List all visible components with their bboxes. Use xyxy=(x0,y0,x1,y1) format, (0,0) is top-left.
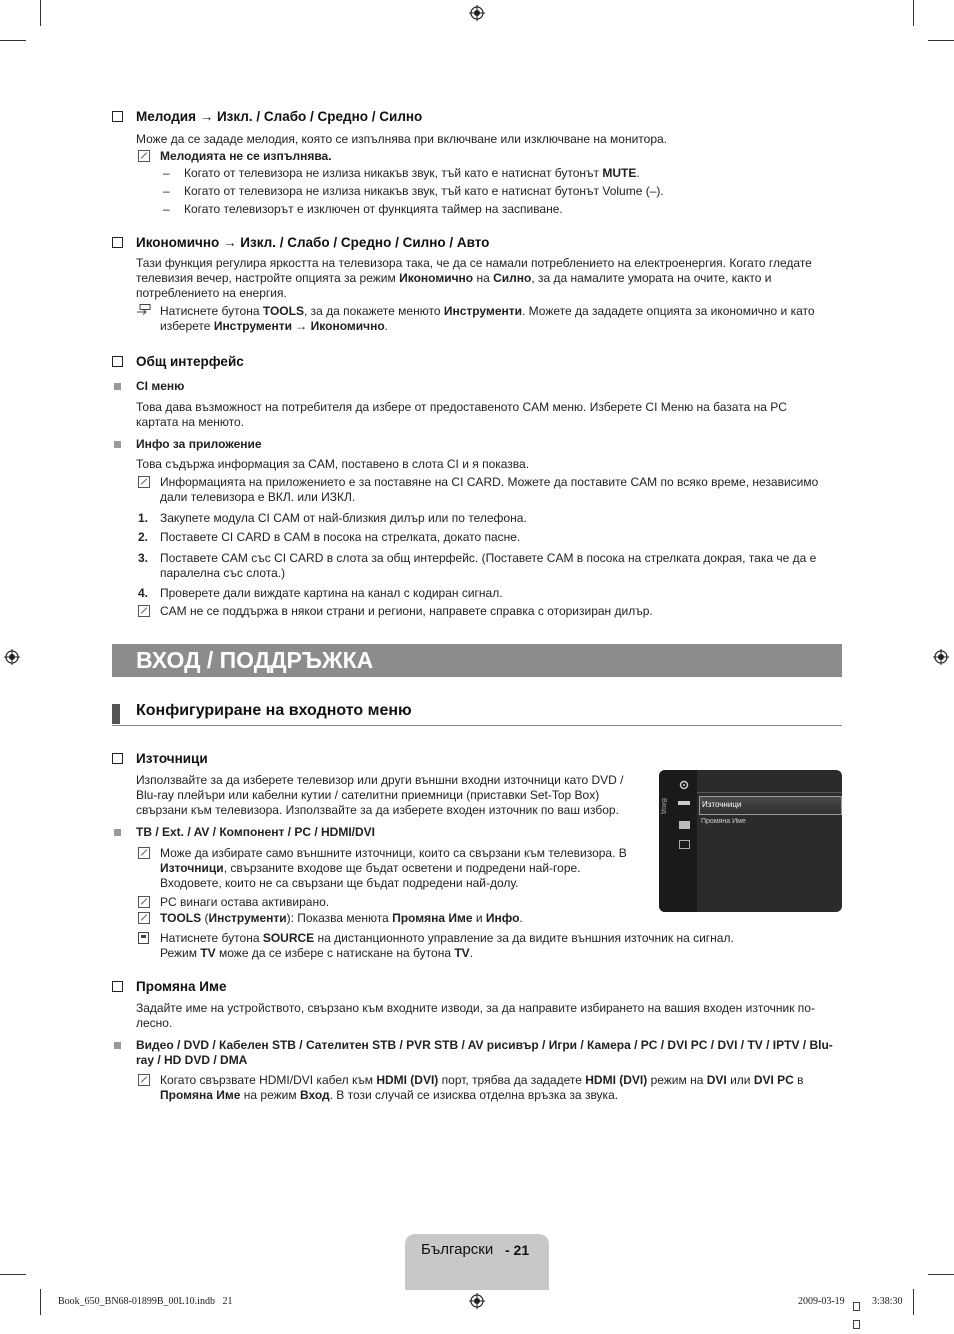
ci-note-2: CAM не се поддържа в някои страни и региони, направете справка с оторизиран дилър. xyxy=(160,604,653,618)
subsection-marker xyxy=(112,704,120,724)
app-info-desc: Това съдържа информация за CAM, поставено в слота CI и я показва. xyxy=(136,457,530,471)
ci-menu-title: CI меню xyxy=(136,379,185,393)
crop-mark xyxy=(928,1274,954,1275)
osd-screen xyxy=(659,770,842,912)
note-icon xyxy=(138,150,150,162)
eco-tools-note: Натиснете бутона TOOLS, за да покажете менюто Инструменти. Можете да зададете опцията за икономично и като изберете Инструменти → Икономично. xyxy=(160,304,815,333)
chapter-banner xyxy=(112,644,842,677)
folder-icon xyxy=(679,820,690,829)
eco-heading: Икономично → Изкл. / Слабо / Средно / Силно / Авто xyxy=(136,235,490,250)
registration-mark-icon xyxy=(4,649,20,665)
sources-note-4: Натиснете бутона SOURCE на дистанционното управление за да видите външния източник на сигнал. Режим TV може да се избере с натискане на бутона TV. xyxy=(160,931,734,960)
step-text: Проверете дали виждате картина на канал с кодиран сигнал. xyxy=(160,586,503,600)
checkbox-bullet-icon xyxy=(112,237,123,248)
step-number: 2. xyxy=(138,530,149,544)
registration-mark-icon xyxy=(933,649,949,665)
dash-bullet: – xyxy=(163,184,170,198)
step-text: Поставете CI CARD в CAM в посока на стрелката, докато пасне. xyxy=(160,530,521,544)
crop-mark xyxy=(40,0,41,26)
melody-heading: Мелодия → Изкл. / Слабо / Средно / Силно xyxy=(136,109,423,124)
step-number: 4. xyxy=(138,586,149,600)
osd-item-sources[interactable] xyxy=(699,796,842,815)
input-icon xyxy=(678,799,690,807)
registration-mark-icon xyxy=(469,5,485,21)
step-number: 3. xyxy=(138,551,149,565)
footer-date: 2009-03-19 xyxy=(798,1296,845,1307)
ci-menu-desc: Това дава възможност на потребителя да избере от предоставеното CAM меню. Изберете CI Меню на базата на PC картата на менюто. xyxy=(136,400,787,429)
note-icon xyxy=(138,605,150,617)
melody-desc: Може да се зададе мелодия, която се изпълнява при включване или изключване на монитора. xyxy=(136,132,668,146)
crop-mark xyxy=(0,40,26,41)
rename-desc: Задайте име на устройството, свързано към входните изводи, за да направите избирането на вашия входен източник по-лесно. xyxy=(136,1001,815,1030)
melody-dash-1: Когато от телевизора не излиза никакъв звук, тъй като е натиснат бутонът MUTE. xyxy=(184,166,640,180)
square-bullet-icon xyxy=(114,1042,121,1049)
checkbox-bullet-icon xyxy=(112,981,123,992)
crop-mark xyxy=(913,0,914,26)
dash-bullet: – xyxy=(163,202,170,216)
rename-heading: Промяна Име xyxy=(136,979,227,994)
footer-file: Book_650_BN68-01899B_00L10.indb 21 xyxy=(58,1296,233,1307)
registration-mark-icon xyxy=(469,1293,485,1309)
remote-icon xyxy=(138,932,149,944)
subsection-title: Конфигуриране на входното меню xyxy=(136,702,412,719)
crop-mark xyxy=(0,1274,26,1275)
eco-desc: Тази функция регулира яркостта на телевизора така, че да се намали потреблението на електроенергия. Когато гледате телевизия вечер, настройте опцията за режим Икономично на Силно, за да намалите умората на очите, както и потреблението на енергия. xyxy=(136,256,812,300)
page-tab xyxy=(405,1234,549,1290)
sources-list: TB / Ext. / AV / Компонент / PC / HDMI/DVI xyxy=(136,825,376,839)
crop-mark xyxy=(40,1289,41,1315)
osd-side-label: Вход xyxy=(660,798,667,814)
osd-sidebar xyxy=(659,770,697,912)
crop-mark xyxy=(913,1289,914,1315)
sources-desc: Използвайте за да изберете телевизор или други външни входни източници като DVD / Blu-ray плейъри или кабелни кутии / сателитни приемници (приставки Set-Top Box) свързани към телевизора. Използвайте за да изберете входен източник по ваш избор. xyxy=(136,773,624,817)
footer-time: 3:38:30 xyxy=(872,1296,903,1307)
footer-language: Български xyxy=(421,1241,494,1258)
gear-icon xyxy=(679,780,689,790)
footer-glyph xyxy=(853,1298,867,1306)
step-number: 1. xyxy=(138,511,149,525)
note-icon xyxy=(138,476,150,488)
note-icon xyxy=(138,1074,150,1086)
melody-dash-2: Когато от телевизора не излиза никакъв звук, тъй като е натиснат бутонът Volume (–). xyxy=(184,184,664,198)
note-icon xyxy=(138,847,150,859)
osd-item-sources-label: Източници xyxy=(702,800,742,809)
dash-bullet: – xyxy=(163,166,170,180)
step-text: Закупете модула CI CAM от най-близкия дилър или по телефона. xyxy=(160,511,527,525)
square-bullet-icon xyxy=(114,829,121,836)
melody-dash-3: Когато телевизорът е изключен от функцията таймер на заспиване. xyxy=(184,202,563,216)
tools-icon xyxy=(137,304,151,316)
sources-note-2: PC винаги остава активирано. xyxy=(160,895,330,909)
subsection-rule xyxy=(112,725,842,726)
melody-note-title: Мелодията не се изпълнява. xyxy=(160,149,332,163)
sources-note-3: TOOLS (Инструменти): Показва менюта Промяна Име и Инфо. xyxy=(160,911,523,925)
note-icon xyxy=(138,912,150,924)
app-info-title: Инфо за приложение xyxy=(136,437,262,451)
checkbox-bullet-icon xyxy=(112,111,123,122)
osd-top-line xyxy=(697,792,842,793)
checkbox-bullet-icon xyxy=(112,356,123,367)
rename-note: Когато свързвате HDMI/DVI кабел към HDMI (DVI) порт, трябва да зададете HDMI (DVI) режим на DVI или DVI PC в Промяна Име на режим Вход. В този случай се изисква отделна връзка за звука. xyxy=(160,1073,804,1102)
step-text: Поставете CAM със CI CARD в слота за общ интерфейс. (Поставете CAM в посока на стрелката докрая, така че да е паралелна със слота.) xyxy=(160,551,817,580)
ci-heading: Общ интерфейс xyxy=(136,354,244,369)
sources-heading: Източници xyxy=(136,751,208,766)
support-icon xyxy=(679,840,690,849)
crop-mark xyxy=(928,40,954,41)
osd-item-rename[interactable]: Промяна Име xyxy=(701,818,746,825)
square-bullet-icon xyxy=(114,441,121,448)
note-icon xyxy=(138,896,150,908)
sources-note-1: Може да избирате само външните източници, които са свързани към телевизора. В Източници, свързаните входове ще бъдат осветени и подредени най-горе. Входовете, които не са свързани ще бъдат подредени най-долу. xyxy=(160,846,627,890)
footer-page-number: - 21 xyxy=(505,1242,530,1258)
square-bullet-icon xyxy=(114,383,121,390)
checkbox-bullet-icon xyxy=(112,753,123,764)
ci-note-1: Информацията на приложението е за поставяне на CI CARD. Можете да поставите CAM по всяко време, независимо дали телевизора е ВКЛ. или ИЗКЛ. xyxy=(160,475,819,504)
chapter-title: ВХОД / ПОДДРЪЖКА xyxy=(136,647,374,673)
rename-list: Видео / DVD / Кабелен STB / Сателитен STB / PVR STB / AV рисивър / Игри / Камера / PC / DVI PC / DVI / TV / IPTV / Blu-ray / HD DVD / DMA xyxy=(136,1038,833,1067)
